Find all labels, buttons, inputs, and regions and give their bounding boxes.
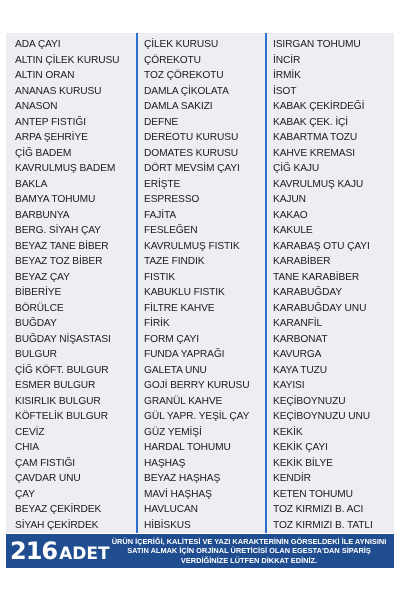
list-item: KEKİK ÇAYI bbox=[273, 442, 328, 453]
list-item: TOZ KIRMIZI B. TATLI bbox=[273, 519, 373, 531]
list-item: ERİŞTE bbox=[144, 178, 181, 190]
list-item: KEÇİBOYNUZU UNU bbox=[273, 411, 370, 422]
list-item: KAHVE KREMASI bbox=[273, 147, 355, 159]
list-item: CHIA bbox=[15, 442, 39, 453]
list-item: TAZE FINDIK bbox=[144, 256, 205, 267]
product-count bbox=[6, 537, 108, 565]
list-item: ÇİĞ KÖFT. BULGUR bbox=[15, 364, 109, 376]
list-item: ANASON bbox=[15, 101, 58, 112]
list-item: ÇAM FISTIĞI bbox=[15, 457, 76, 469]
list-item: KABAK ÇEK. İÇİ bbox=[273, 116, 349, 128]
list-item: TANE KARABİBER bbox=[273, 271, 360, 283]
list-item: KAVRULMUŞ KAJU bbox=[273, 178, 364, 190]
product-count-number: 216 bbox=[10, 537, 58, 565]
list-item: KARABUĞDAY UNU bbox=[273, 302, 367, 314]
footer-banner bbox=[6, 534, 394, 568]
list-item: KETEN TOHUMU bbox=[273, 488, 353, 500]
list-item: KARANFİL bbox=[273, 318, 323, 329]
list-item: ALTIN ÇİLEK KURUSU bbox=[15, 54, 120, 66]
list-item: ANANAS KURUSU bbox=[15, 85, 102, 97]
list-item: KÖFTELİK BULGUR bbox=[15, 411, 109, 422]
list-item: BEYAZ HAŞHAŞ bbox=[144, 473, 221, 484]
list-item: HAVLUCAN bbox=[144, 504, 198, 515]
product-list-panel bbox=[6, 33, 394, 533]
list-item: HAŞHAŞ bbox=[144, 457, 186, 469]
list-item: FISTIK bbox=[144, 271, 176, 283]
list-item: DAMLA ÇİKOLATA bbox=[144, 85, 229, 97]
list-item: KABUKLU FISTIK bbox=[144, 287, 225, 298]
list-item: ESPRESSO bbox=[144, 194, 200, 205]
list-item: ÇİLEK KURUSU bbox=[144, 39, 219, 50]
list-item: GÜZ YEMİŞİ bbox=[144, 426, 202, 438]
list-item: ÇİĞ BADEM bbox=[15, 147, 72, 159]
list-item: BAKLA bbox=[15, 178, 48, 190]
list-item: GRANÜL KAHVE bbox=[144, 395, 223, 407]
list-item: KAVURGA bbox=[273, 349, 322, 360]
list-item: TOZ ÇÖREKOTU bbox=[144, 70, 224, 81]
list-item: ISIRGAN TOHUMU bbox=[273, 39, 361, 50]
list-item: BÖRÜLCE bbox=[15, 302, 64, 314]
list-item: BERG. SİYAH ÇAY bbox=[15, 225, 101, 236]
product-list-2 bbox=[144, 37, 265, 533]
list-item: KARABUĞDAY bbox=[273, 287, 343, 298]
list-item: SİYAH ÇEKİRDEK bbox=[15, 519, 99, 531]
list-item: BİBERİYE bbox=[15, 287, 62, 298]
list-item: DOMATES KURUSU bbox=[144, 147, 239, 159]
list-item: ADA ÇAYI bbox=[15, 39, 61, 50]
product-column-1 bbox=[6, 33, 136, 533]
list-item: KEKİK bbox=[273, 426, 303, 438]
list-item: FESLEĞEN bbox=[144, 225, 198, 236]
list-item: ESMER BULGUR bbox=[15, 380, 96, 391]
list-item: BEYAZ ÇEKİRDEK bbox=[15, 504, 102, 515]
list-item: KAYA TUZU bbox=[273, 364, 328, 376]
list-item: ÇÖREKOTU bbox=[144, 54, 201, 66]
product-column-3 bbox=[265, 33, 394, 533]
list-item: ÇAVDAR UNU bbox=[15, 473, 81, 484]
list-item: FORM ÇAYI bbox=[144, 333, 199, 345]
list-item: KEKİK BİLYE bbox=[273, 457, 333, 469]
list-item: KABARTMA TOZU bbox=[273, 132, 358, 143]
list-item: İNCİR bbox=[273, 54, 301, 66]
list-item: KARBONAT bbox=[273, 333, 328, 345]
list-item: DEFNE bbox=[144, 116, 179, 128]
list-item: ANTEP FISTIĞI bbox=[15, 116, 86, 128]
list-item: DAMLA SAKIZI bbox=[144, 101, 213, 112]
product-column-2 bbox=[136, 33, 265, 533]
product-list-1 bbox=[15, 37, 136, 533]
list-item: FUNDA YAPRAĞI bbox=[144, 349, 225, 360]
disclaimer-notice: ÜRÜN İÇERİĞİ, KALİTESİ VE YAZI KARAKTERİNİN GÖRSELDEKİ İLE AYNISINI SATIN ALMAK İÇİN ORJİNAL ÜRETİCİSİ OLAN EGESTA'DAN SİPARİŞ VERDİĞİNİZE LÜTFEN DİKKAT EDİNİZ. bbox=[111, 536, 387, 565]
list-item: FAJİTA bbox=[144, 209, 177, 221]
list-item: ALTIN ORAN bbox=[15, 70, 75, 81]
list-item: HİBİSKUS bbox=[144, 519, 191, 531]
list-item: GÜL YAPR. YEŞİL ÇAY bbox=[144, 411, 250, 422]
list-item: GALETA UNU bbox=[144, 364, 207, 376]
list-item: DÖRT MEVSİM ÇAYI bbox=[144, 163, 240, 174]
list-item: DEREOTU KURUSU bbox=[144, 132, 239, 143]
list-item: TOZ KIRMIZI B. ACI bbox=[273, 504, 364, 515]
list-item: FİLTRE KAHVE bbox=[144, 302, 215, 314]
list-item: ÇAY bbox=[15, 488, 35, 500]
product-list-3 bbox=[273, 37, 394, 533]
list-item: BAMYA TOHUMU bbox=[15, 194, 96, 205]
list-item: İRMİK bbox=[273, 70, 301, 81]
list-item: KAKAO bbox=[273, 209, 308, 221]
list-item: KARABAŞ OTU ÇAYI bbox=[273, 240, 370, 252]
list-item: MAVİ HAŞHAŞ bbox=[144, 488, 212, 500]
list-item: BEYAZ TOZ BİBER bbox=[15, 256, 103, 267]
product-count-unit: ADET bbox=[59, 544, 110, 564]
list-item: ÇİĞ KAJU bbox=[273, 163, 320, 174]
list-item: KAVRULMUŞ FISTIK bbox=[144, 240, 240, 252]
list-item: BARBUNYA bbox=[15, 209, 70, 221]
list-item: HARDAL TOHUMU bbox=[144, 442, 231, 453]
list-item: KENDİR bbox=[273, 473, 311, 484]
list-item: KARABİBER bbox=[273, 256, 331, 267]
list-item: KEÇİBOYNUZU bbox=[273, 395, 346, 407]
list-item: CEVİZ bbox=[15, 426, 45, 438]
list-item: GOJİ BERRY KURUSU bbox=[144, 380, 250, 391]
list-item: BUĞDAY NİŞASTASI bbox=[15, 333, 111, 345]
list-item: BUĞDAY bbox=[15, 318, 57, 329]
list-item: KAKULE bbox=[273, 225, 313, 236]
list-item: KAYISI bbox=[273, 380, 305, 391]
list-item: BEYAZ TANE BİBER bbox=[15, 240, 109, 252]
list-item: BEYAZ ÇAY bbox=[15, 271, 70, 283]
list-item: ARPA ŞEHRİYE bbox=[15, 132, 88, 143]
list-item: KABAK ÇEKİRDEĞİ bbox=[273, 101, 365, 112]
list-item: BULGUR bbox=[15, 349, 57, 360]
list-item: FİRİK bbox=[144, 318, 170, 329]
list-item: KISIRLIK BULGUR bbox=[15, 395, 101, 407]
list-item: KAVRULMUŞ BADEM bbox=[15, 163, 116, 174]
list-item: İSOT bbox=[273, 85, 297, 97]
list-item: KAJUN bbox=[273, 194, 306, 205]
